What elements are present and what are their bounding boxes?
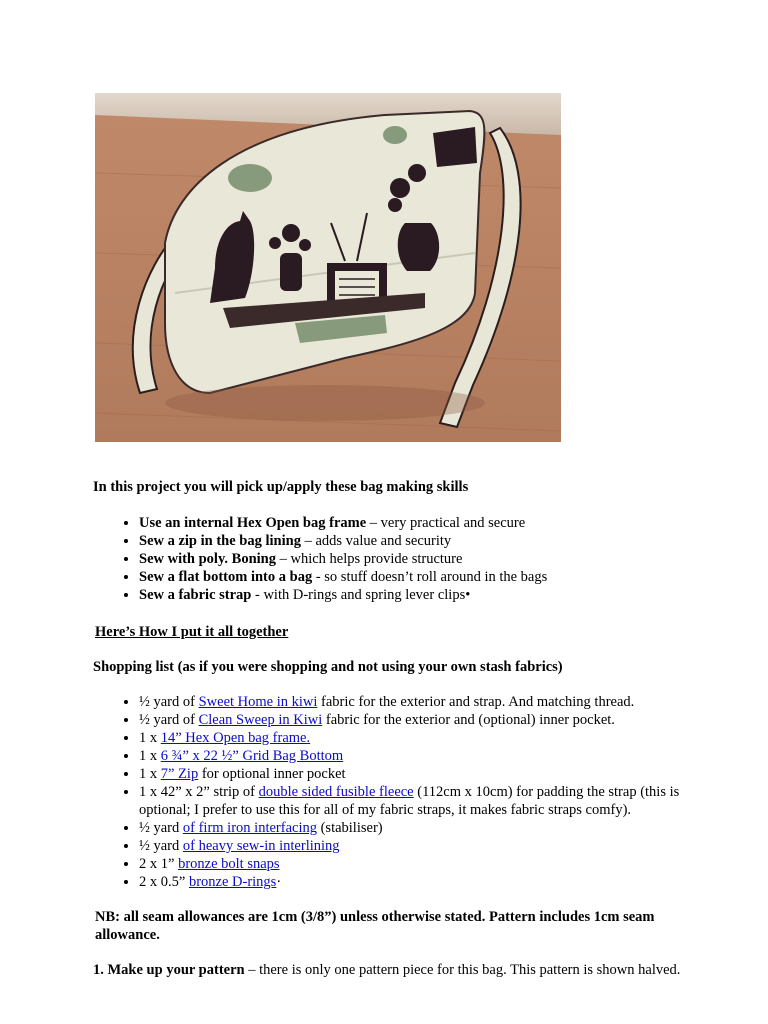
item-prefix: ½ yard of — [139, 712, 199, 728]
seam-allowance-note: NB: all seam allowances are 1cm (3/8”) unless otherwise stated. Pattern includes 1cm seam allowance. — [95, 909, 655, 943]
item-suffix: (112cm x 10cm) for padding the strap (this is optional; I prefer to use this for all of my fabric straps, it makes fabric straps comfy). — [139, 784, 680, 818]
howto-heading: Here’s How I put it all together — [95, 624, 289, 640]
item-suffix: fabric for the exterior and strap. And matching thread. — [317, 694, 635, 710]
product-link[interactable]: bronze bolt snaps — [178, 856, 280, 872]
product-link[interactable]: of firm iron interfacing — [182, 820, 317, 836]
item-prefix: 2 x 1” — [139, 856, 179, 872]
item-prefix: 1 x 42” x 2” strip of — [139, 784, 259, 800]
product-link[interactable]: Sweet Home in kiwi — [198, 694, 318, 710]
skill-description: – very practical and secure — [366, 515, 526, 531]
article-body — [93, 478, 693, 979]
product-link[interactable]: bronze D-rings — [188, 874, 277, 890]
item-prefix: ½ yard — [139, 820, 183, 836]
bag-photo — [95, 93, 561, 442]
skill-title: Sew a flat bottom into a bag — [139, 569, 313, 585]
skills-heading: In this project you will pick up/apply these bag making skills — [93, 479, 469, 495]
skill-description: - so stuff doesn’t roll around in the bags — [312, 569, 548, 585]
product-link[interactable]: 14” Hex Open bag frame. — [160, 730, 311, 746]
item-suffix: · — [276, 874, 282, 890]
item-prefix: 1 x — [139, 766, 161, 782]
step-title: 1. Make up your pattern — [93, 962, 245, 978]
skill-title: Sew with poly. Boning — [139, 551, 276, 567]
step-1 — [93, 961, 693, 979]
list-item — [139, 873, 693, 891]
list-item — [139, 819, 693, 837]
product-link[interactable]: double sided fusible fleece — [258, 784, 414, 800]
shopping-list — [93, 693, 693, 891]
list-item — [139, 711, 693, 729]
list-item — [139, 532, 693, 550]
list-item — [139, 765, 693, 783]
item-prefix: 2 x 0.5” — [139, 874, 189, 890]
item-suffix: (stabiliser) — [316, 820, 383, 836]
list-item — [139, 783, 693, 819]
skill-description: - with D-rings and spring lever clips• — [251, 587, 471, 603]
skill-title: Sew a fabric strap — [139, 587, 252, 603]
skill-description: – which helps provide structure — [276, 551, 463, 567]
item-prefix: ½ yard — [139, 838, 183, 854]
skill-title: Use an internal Hex Open bag frame — [139, 515, 367, 531]
bag-photo-illustration — [95, 93, 561, 442]
item-prefix: 1 x — [139, 730, 161, 746]
skill-description: – adds value and security — [300, 533, 452, 549]
list-item — [139, 568, 693, 586]
product-link[interactable]: 6 ¾” x 22 ½” Grid Bag Bottom — [160, 748, 344, 764]
list-item — [139, 586, 693, 604]
item-suffix: fabric for the exterior and (optional) inner pocket. — [322, 712, 615, 728]
list-item — [139, 729, 693, 747]
shopping-heading: Shopping list (as if you were shopping and not using your own stash fabrics) — [93, 659, 563, 675]
product-link[interactable]: of heavy sew-in interlining — [182, 838, 340, 854]
item-prefix: ½ yard of — [139, 694, 199, 710]
skills-list — [93, 514, 693, 604]
list-item — [139, 550, 693, 568]
list-item — [139, 514, 693, 532]
skill-title: Sew a zip in the bag lining — [139, 533, 301, 549]
item-suffix: for optional inner pocket — [198, 766, 346, 782]
item-prefix: 1 x — [139, 748, 161, 764]
product-link[interactable]: Clean Sweep in Kiwi — [198, 712, 323, 728]
list-item — [139, 855, 693, 873]
product-link[interactable]: 7” Zip — [160, 766, 199, 782]
list-item — [139, 837, 693, 855]
step-description: – there is only one pattern piece for this bag. This pattern is shown halved. — [244, 962, 681, 978]
list-item — [139, 693, 693, 711]
list-item — [139, 747, 693, 765]
